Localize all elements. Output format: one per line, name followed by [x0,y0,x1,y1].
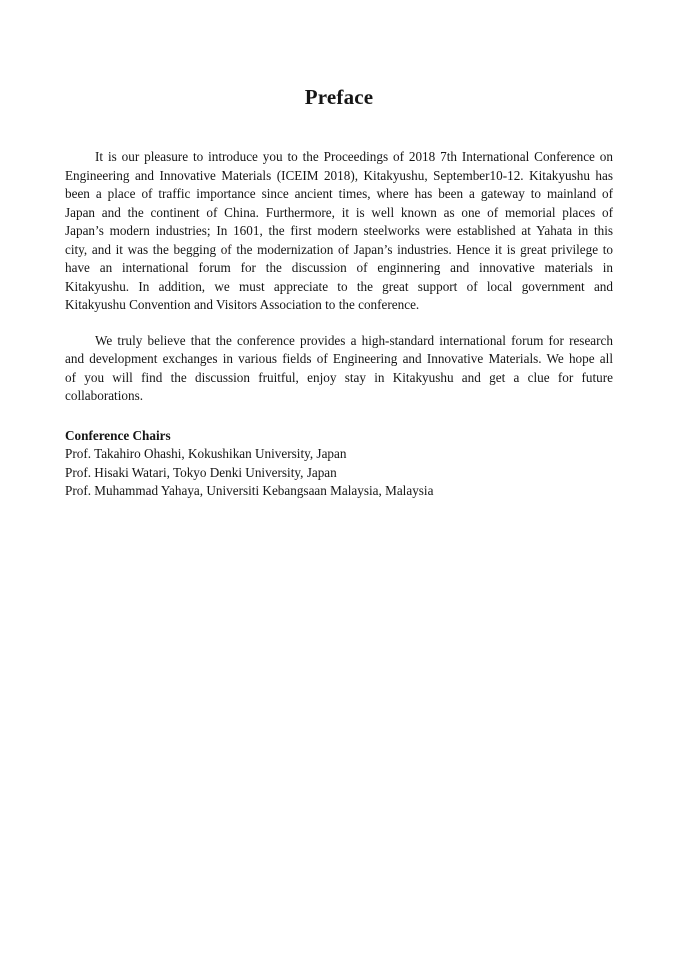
conference-chairs-heading: Conference Chairs [65,427,171,443]
preface-paragraph-1 [65,148,613,315]
chair-entry: Prof. Muhammad Yahaya, Universiti Kebangsaan Malaysia, Malaysia [65,483,434,498]
chair-entry: Prof. Hisaki Watari, Tokyo Denki University, Japan [65,464,337,480]
text-line: and development exchanges in various fields of Engineering and Innovative Materials. We hope all [65,351,613,366]
text-line: city, and it was the begging of the modernization of Japan’s industries. Hence it is great privilege to [65,241,613,257]
text-line: It is our pleasure to introduce you to the Proceedings of 2018 7th International Conference on [95,149,613,164]
text-line: have an international forum for the discussion of enginnering and innovative materials in [65,260,613,275]
text-line: Kitakyushu. In addition, we must appreciate to the great support of local government and [65,278,613,294]
text-line: collaborations. [65,388,144,403]
text-line: Japan and the continent of China. Furthermore, it is well known as one of memorial places of [65,204,613,220]
text-line: Engineering and Innovative Materials (ICEIM 2018), Kitakyushu, September10-12. Kitakyushu has [65,167,613,183]
text-line: Kitakyushu Convention and Visitors Association to the conference. [65,297,420,312]
preface-paragraph-2 [65,332,613,406]
text-line: We truly believe that the conference provides a high-standard international forum for research [95,332,613,348]
chair-entry: Prof. Takahiro Ohashi, Kokushikan University, Japan [65,446,347,461]
text-line: been a place of traffic importance since ancient times, where has been a gateway to mainland of [65,186,613,201]
text-line: Japan’s modern industries; In 1601, the first modern steelworks were established at Yahata in this [65,223,613,238]
text-line: of you will find the discussion fruitful, enjoy stay in Kitakyushu and get a clue for future [65,369,613,385]
page-title: Preface [304,85,374,109]
conference-chairs-section [65,427,613,501]
